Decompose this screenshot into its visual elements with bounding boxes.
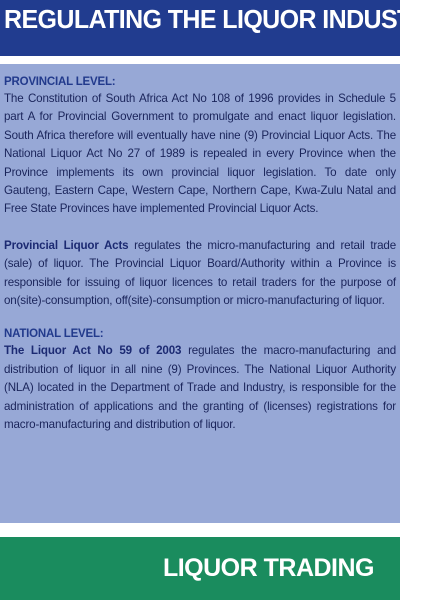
- provincial-paragraph-2: [4, 237, 396, 311]
- page-title: REGULATING THE LIQUOR INDUSTRY: [4, 5, 444, 35]
- national-heading: NATIONAL LEVEL:: [4, 328, 104, 341]
- provincial-heading: PROVINCIAL LEVEL:: [4, 76, 116, 88]
- divider: [0, 56, 400, 64]
- footer-title: LIQUOR TRADING: [162, 554, 374, 582]
- content-body: [4, 74, 396, 435]
- header-banner: [0, 0, 444, 56]
- provincial-paragraph-2-text: regulates the micro-manufacturing and retail trade (sale) of liquor. The Provincial Liquor Board/Authority within a Province is responsible for issuing of liquor licences to retail traders for the purpose of on(site)-consumption, off(site)-consumption or micro-manufacturing of liquor.: [4, 238, 396, 308]
- divider: [0, 523, 400, 537]
- national-paragraph: [4, 342, 396, 434]
- footer-banner: [0, 537, 400, 600]
- provincial-acts-bold: Provincial Liquor Acts: [4, 238, 129, 252]
- provincial-paragraph-1: The Constitution of South Africa Act No 108 of 1996 provides in Schedule 5 part A for Provincial Government to promulgate and enact liquor legislation. South Africa therefore will eventually have nine (9) Provincial Liquor Acts. The National Liquor Act No 27 of 1989 is repealed in every Province when the Province implements its own provincial liquor legislation. To date only Gauteng, Eastern Cape, Western Cape, Northern Cape, Kwa-Zulu Natal and Free State Provinces have implemented Provincial Liquor Acts.: [4, 92, 396, 216]
- national-paragraph-text: regulates the macro-manufacturing and distribution of liquor in all nine (9) Provinces. The National Liquor Authority (NLA) located in the Department of Trade and Industry, is responsible for the administration of applications and the granting of (licenses) registrations for macro-manufacturing and distribution of liquor.: [4, 344, 396, 432]
- liquor-act-bold: The Liquor Act No 59 of 2003: [4, 344, 182, 358]
- content-panel: [0, 64, 400, 523]
